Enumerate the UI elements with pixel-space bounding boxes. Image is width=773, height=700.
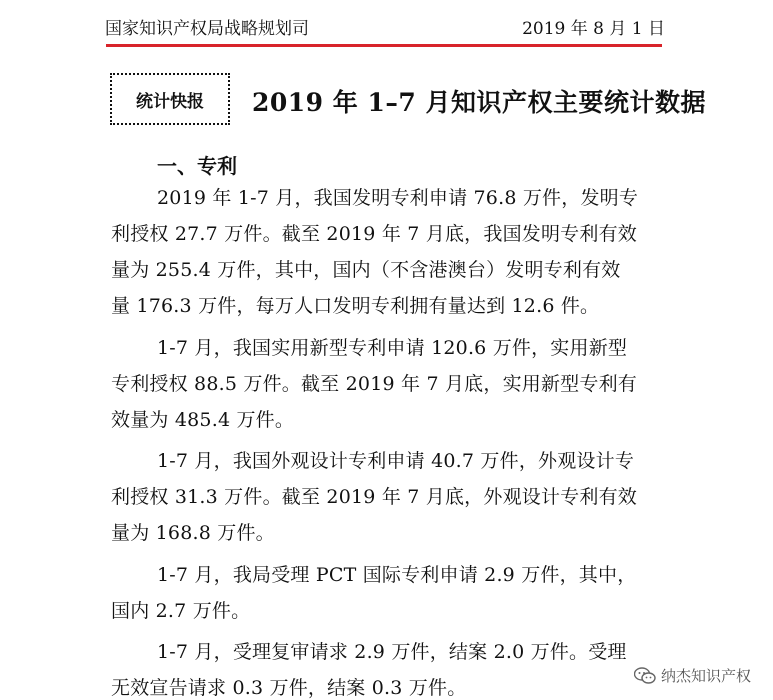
body-line: 1-7 月，受理复审请求 2.9 万件，结案 2.0 万件。受理 xyxy=(157,641,627,663)
header-org: 国家知识产权局战略规划司 xyxy=(105,18,309,39)
body-line: 利授权 31.3 万件。截至 2019 年 7 月底，外观设计专利有效 xyxy=(111,486,637,508)
header-red-rule xyxy=(106,44,662,47)
document-header xyxy=(105,14,665,38)
body-line: 1-7 月，我国实用新型专利申请 120.6 万件，实用新型 xyxy=(157,337,628,359)
document-title: 2019 年 1–7 月知识产权主要统计数据 xyxy=(252,88,706,117)
body-line: 量 176.3 万件，每万人口发明专利拥有量达到 12.6 件。 xyxy=(111,295,600,317)
body-line: 1-7 月，我国外观设计专利申请 40.7 万件，外观设计专 xyxy=(157,450,635,472)
body-line: 利授权 27.7 万件。截至 2019 年 7 月底，我国发明专利有效 xyxy=(111,223,637,245)
watermark-text: 纳杰知识产权 xyxy=(660,667,751,685)
body-line: 量为 255.4 万件，其中，国内（不含港澳台）发明专利有效 xyxy=(111,259,621,281)
wechat-icon xyxy=(634,667,656,685)
body-line: 效量为 485.4 万件。 xyxy=(111,409,295,431)
section-heading-patent: 一、专利 xyxy=(157,154,237,178)
body-line: 1-7 月，我局受理 PCT 国际专利申请 2.9 万件，其中， xyxy=(157,564,637,586)
body-line: 2019 年 1-7 月，我国发明专利申请 76.8 万件，发明专 xyxy=(157,187,639,209)
watermark xyxy=(630,663,755,688)
header-date: 2019 年 8 月 1 日 xyxy=(522,18,665,39)
body-line: 无效宣告请求 0.3 万件，结案 0.3 万件。 xyxy=(111,677,467,699)
body-line: 国内 2.7 万件。 xyxy=(111,600,251,622)
body-line: 量为 168.8 万件。 xyxy=(111,522,275,544)
body-line: 专利授权 88.5 万件。截至 2019 年 7 月底，实用新型专利有 xyxy=(111,373,637,395)
stat-bulletin-badge: 统计快报 xyxy=(110,73,230,125)
